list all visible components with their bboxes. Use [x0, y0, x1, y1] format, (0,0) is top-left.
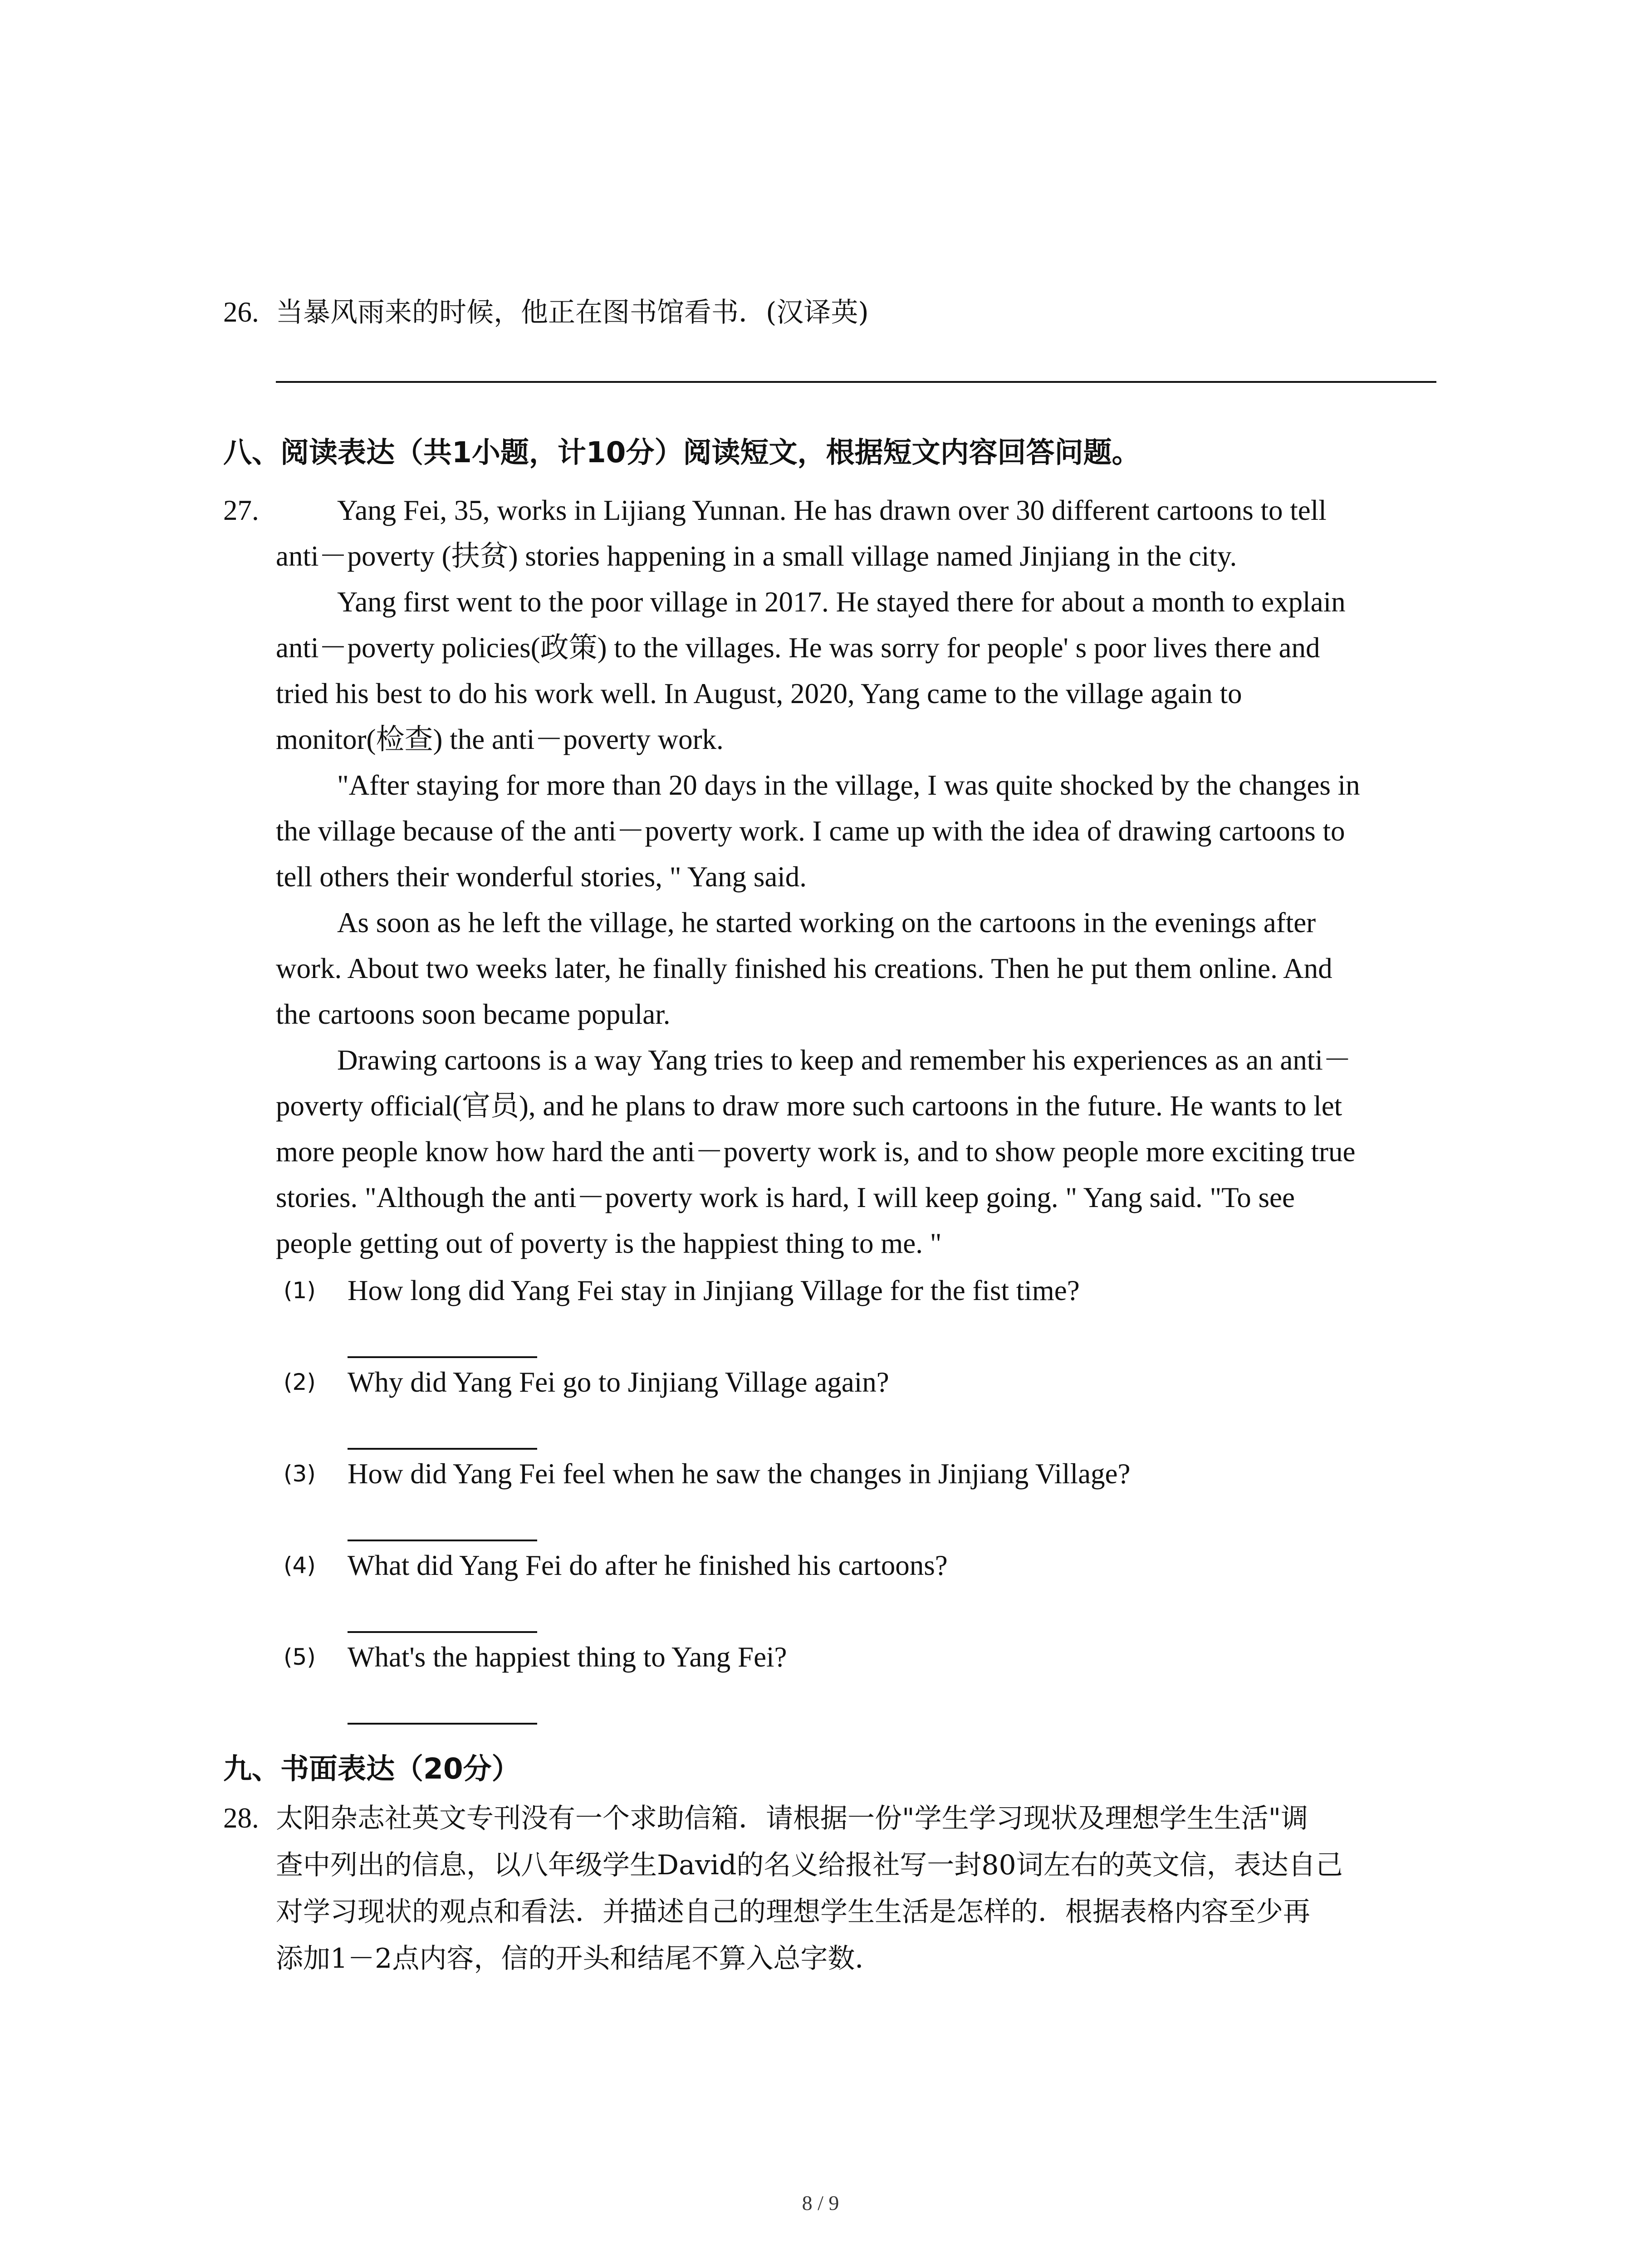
reading-passage: [276, 488, 1437, 1266]
question-26-prompt: 当暴风雨来的时候，他正在图书馆看书．(汉译英): [276, 297, 869, 328]
passage-line: anti－poverty (扶贫) stories happening in a small village named Jinjiang in the city.: [276, 540, 1237, 572]
question-28-number: 28.: [223, 1802, 259, 1834]
passage-line: the village because of the anti－poverty work. I came up with the idea of drawing cartoons to: [276, 815, 1345, 847]
passage-line: work. About two weeks later, he finally finished his creations. Then he put them online. And: [276, 953, 1332, 984]
question-27-number: 27.: [223, 494, 259, 526]
subquestion-2-text: Why did Yang Fei go to Jinjiang Village again?: [348, 1366, 889, 1398]
passage-line: more people know how hard the anti－poverty work is, and to show people more exciting true: [276, 1136, 1356, 1168]
question-26-answer-line[interactable]: [276, 381, 1436, 383]
passage-line: Drawing cartoons is a way Yang tries to keep and remember his experiences as an anti－: [337, 1044, 1352, 1076]
section-8-heading: 八、阅读表达（共1小题，计10分）阅读短文，根据短文内容回答问题。: [223, 436, 1141, 469]
subquestion-2-answer-blank[interactable]: [348, 1448, 537, 1450]
passage-line: Yang first went to the poor village in 2017. He stayed there for about a month to explain: [337, 586, 1346, 618]
subquestion-5-text: What's the happiest thing to Yang Fei?: [348, 1641, 787, 1673]
passage-line: Yang Fei, 35, works in Lijiang Yunnan. He has drawn over 30 different cartoons to tell: [337, 494, 1327, 526]
passage-line: "After staying for more than 20 days in the village, I was quite shocked by the changes in: [337, 769, 1360, 801]
question-28-prompt: [276, 1795, 1437, 1982]
subquestion-5-answer-blank[interactable]: [348, 1723, 537, 1725]
section-9-heading: 九、书面表达（20分）: [223, 1752, 520, 1785]
passage-line: stories. "Although the anti－poverty work is hard, I will keep going. " Yang said. "To see: [276, 1182, 1295, 1213]
prompt-line: 对学习现状的观点和看法．并描述自己的理想学生生活是怎样的．根据表格内容至少再: [276, 1896, 1310, 1928]
passage-line: tell others their wonderful stories, " Yang said.: [276, 861, 807, 893]
subquestion-2-number: (2): [284, 1369, 316, 1395]
passage-line: the cartoons soon became popular.: [276, 998, 671, 1030]
passage-line: tried his best to do his work well. In August, 2020, Yang came to the village again to: [276, 678, 1242, 709]
subquestion-4-number: (4): [284, 1552, 316, 1579]
subquestion-4-answer-blank[interactable]: [348, 1631, 537, 1633]
question-26-number: 26.: [223, 296, 259, 328]
subquestion-3-text: How did Yang Fei feel when he saw the changes in Jinjiang Village?: [348, 1458, 1131, 1490]
prompt-line: 添加1－2点内容，信的开头和结尾不算入总字数．: [276, 1943, 882, 1975]
passage-line: monitor(检查) the anti－poverty work.: [276, 723, 724, 755]
passage-line: poverty official(官员), and he plans to draw more such cartoons in the future. He wants to let: [276, 1090, 1342, 1122]
subquestion-4-text: What did Yang Fei do after he finished his cartoons?: [348, 1549, 948, 1581]
page-number: 8 / 9: [802, 2191, 839, 2214]
subquestion-1-number: (1): [284, 1277, 316, 1304]
prompt-line: 查中列出的信息，以八年级学生David的名义给报社写一封80词左右的英文信，表达自己: [276, 1849, 1343, 1881]
passage-line: people getting out of poverty is the happiest thing to me. ": [276, 1227, 942, 1259]
subquestion-1-text: How long did Yang Fei stay in Jinjiang Village for the fist time?: [348, 1275, 1080, 1306]
subquestion-1-answer-blank[interactable]: [348, 1356, 537, 1358]
subquestion-5-number: (5): [284, 1644, 316, 1670]
passage-line: As soon as he left the village, he started working on the cartoons in the evenings after: [337, 907, 1316, 938]
subquestion-3-answer-blank[interactable]: [348, 1540, 537, 1541]
prompt-line: 太阳杂志社英文专刊没有一个求助信箱．请根据一份"学生学习现状及理想学生生活"调: [276, 1803, 1308, 1834]
subquestion-3-number: (3): [284, 1461, 316, 1487]
passage-line: anti－poverty policies(政策) to the villages. He was sorry for people' s poor lives there and: [276, 632, 1320, 664]
